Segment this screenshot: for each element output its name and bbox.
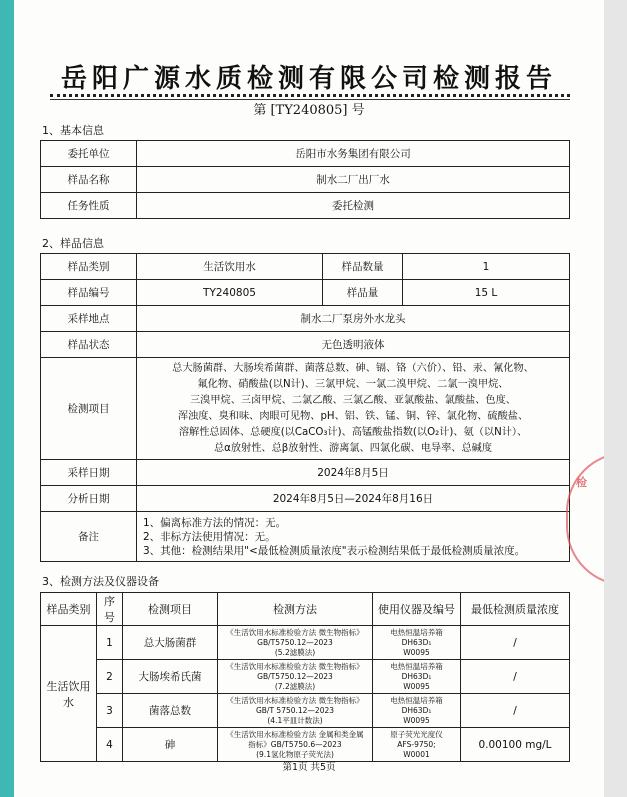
- method-line: (9.1氢化物原子荧光法): [256, 749, 334, 759]
- instrument-line: 电热恒温培养箱: [390, 695, 443, 705]
- method-line: (4.1平皿计数法): [267, 715, 323, 725]
- sample-name-label: 样品名称: [41, 167, 137, 193]
- test-items-line: 氟化物、硝酸盐(以N计)、三氯甲烷、一氯二溴甲烷、二氯一溴甲烷、: [197, 378, 509, 390]
- remark-line: 1、偏离标准方法的情况：无。: [143, 516, 287, 529]
- title-dotted-rule: [50, 94, 570, 97]
- method-line: (7.2滤膜法): [274, 681, 316, 691]
- row-limit: /: [461, 694, 570, 728]
- table-row: [41, 660, 570, 694]
- method-line: 《生活饮用水标准检验方法 金属和类金属: [226, 729, 364, 739]
- table-row: [41, 167, 570, 193]
- table-row: [41, 306, 570, 332]
- table-row: [41, 694, 570, 728]
- location-value: 制水二厂泵房外水龙头: [137, 306, 570, 332]
- instrument-line: W0095: [403, 715, 430, 725]
- row-method: [218, 626, 373, 660]
- method-line: 《生活饮用水标准检验方法 微生物指标》: [226, 627, 364, 637]
- row-method: [218, 694, 373, 728]
- analysis-date-value: 2024年8月5日—2024年8月16日: [137, 486, 570, 512]
- state-value: 无色透明液体: [137, 332, 570, 358]
- page-footer: 第1页 共5页: [282, 762, 336, 773]
- instrument-line: 电热恒温培养箱: [390, 661, 443, 671]
- id-label: 样品编号: [41, 280, 137, 306]
- row-limit: 0.00100 mg/L: [461, 728, 570, 762]
- row-method: [218, 728, 373, 762]
- table-row: [41, 486, 570, 512]
- section-basic-heading: 1、基本信息: [42, 124, 104, 137]
- row-item: 大肠埃希氏菌: [123, 660, 218, 694]
- instrument-line: 原子荧光光度仪: [390, 729, 443, 739]
- test-items-line: 总大肠菌群、大肠埃希菌群、菌落总数、砷、镉、铬（六价）、铅、汞、氰化物、: [172, 362, 534, 374]
- instrument-line: AFS-9750;: [397, 739, 436, 749]
- col-header: 检测项目: [123, 593, 218, 626]
- category-value: 生活饮用水: [137, 254, 323, 280]
- instrument-line: DH63D₁: [401, 637, 432, 647]
- row-instrument: [373, 626, 461, 660]
- sampling-date-value: 2024年8月5日: [137, 460, 570, 486]
- table-row: [41, 626, 570, 660]
- row-instrument: [373, 660, 461, 694]
- right-margin: [604, 0, 627, 797]
- table-row: [41, 254, 570, 280]
- row-no: 2: [97, 660, 123, 694]
- col-header: 检测方法: [218, 593, 373, 626]
- row-item: 总大肠菌群: [123, 626, 218, 660]
- row-no: 3: [97, 694, 123, 728]
- report-page: [14, 0, 604, 797]
- table-header-row: [41, 593, 570, 626]
- remark-line: 2、非标方法使用情况：无。: [143, 530, 276, 543]
- row-item: 砷: [123, 728, 218, 762]
- row-limit: /: [461, 626, 570, 660]
- method-line: GB/T5750.12—2023: [257, 671, 333, 681]
- row-no: 4: [97, 728, 123, 762]
- methods-table: [40, 592, 570, 762]
- task-value: 委托检测: [137, 193, 570, 219]
- section-methods-heading: 3、检测方法及仪器设备: [42, 575, 159, 588]
- row-item: 菌落总数: [123, 694, 218, 728]
- row-instrument: [373, 694, 461, 728]
- id-value: TY240805: [137, 280, 323, 306]
- method-line: 指标》GB/T5750.6—2023: [248, 739, 342, 749]
- table-row: [41, 512, 570, 562]
- method-line: GB/T 5750.12—2023: [255, 705, 335, 715]
- category-cell: 生活饮用水: [41, 626, 97, 762]
- task-label: 任务性质: [41, 193, 137, 219]
- test-items-line: 浑浊度、臭和味、肉眼可见物、pH、铝、铁、锰、铜、锌、氯化物、硫酸盐、: [177, 410, 529, 422]
- sample-name-value: 制水二厂出厂水: [137, 167, 570, 193]
- test-items: [137, 358, 570, 460]
- client-label: 委托单位: [41, 141, 137, 167]
- sampling-date-label: 采样日期: [41, 460, 137, 486]
- table-row: [41, 460, 570, 486]
- instrument-line: 电热恒温培养箱: [390, 627, 443, 637]
- method-line: (5.2滤膜法): [274, 647, 316, 657]
- col-header: 使用仪器及编号: [373, 593, 461, 626]
- table-row: [41, 280, 570, 306]
- count-label: 样品数量: [323, 254, 403, 280]
- table-row: [41, 332, 570, 358]
- test-items-line: 三溴甲烷、三卤甲烷、二氯乙酸、三氯乙酸、亚氯酸盐、氯酸盐、色度、: [190, 394, 516, 406]
- row-instrument: [373, 728, 461, 762]
- analysis-date-label: 分析日期: [41, 486, 137, 512]
- report-number: 第 [TY240805] 号: [253, 103, 365, 118]
- basic-info-table: [40, 140, 570, 219]
- location-label: 采样地点: [41, 306, 137, 332]
- table-row: [41, 141, 570, 167]
- section-sample-heading: 2、样品信息: [42, 237, 104, 250]
- left-accent-strip: [0, 0, 14, 797]
- instrument-line: W0095: [403, 681, 430, 691]
- state-label: 样品状态: [41, 332, 137, 358]
- col-header: 样品类别: [41, 593, 97, 626]
- remark-label: 备注: [41, 512, 137, 562]
- row-limit: /: [461, 660, 570, 694]
- seal-char: 检: [576, 476, 587, 489]
- count-value: 1: [403, 254, 570, 280]
- sample-info-table: [40, 253, 570, 562]
- test-items-line: 溶解性总固体、总硬度(以CaCO₃计)、高锰酸盐指数(以O₂计)、氨（以N计）、: [178, 426, 528, 438]
- instrument-line: DH63D₁: [401, 671, 432, 681]
- method-line: GB/T5750.12—2023: [257, 637, 333, 647]
- report-title: 岳阳广源水质检测有限公司检测报告: [60, 64, 557, 94]
- method-line: 《生活饮用水标准检验方法 微生物指标》: [226, 661, 364, 671]
- table-row: [41, 728, 570, 762]
- col-header: 序号: [97, 593, 123, 626]
- instrument-line: DH63D₁: [401, 705, 432, 715]
- instrument-line: W0001: [403, 749, 430, 759]
- method-line: 《生活饮用水标准检验方法 微生物指标》: [226, 695, 364, 705]
- category-label: 样品类别: [41, 254, 137, 280]
- remark-line: 3、其他：检测结果用"<最低检测质量浓度"表示检测结果低于最低检测质量浓度。: [143, 544, 526, 557]
- items-label: 检测项目: [41, 358, 137, 460]
- amount-label: 样品量: [323, 280, 403, 306]
- table-row: [41, 358, 570, 460]
- row-no: 1: [97, 626, 123, 660]
- amount-value: 15 L: [403, 280, 570, 306]
- instrument-line: W0095: [403, 647, 430, 657]
- remark-value: [137, 512, 570, 562]
- row-method: [218, 660, 373, 694]
- client-value: 岳阳市水务集团有限公司: [137, 141, 570, 167]
- test-items-line: 总α放射性、总β放射性、游离氯、四氯化碳、电导率、总碱度: [213, 442, 493, 454]
- col-header: 最低检测质量浓度: [461, 593, 570, 626]
- table-row: [41, 193, 570, 219]
